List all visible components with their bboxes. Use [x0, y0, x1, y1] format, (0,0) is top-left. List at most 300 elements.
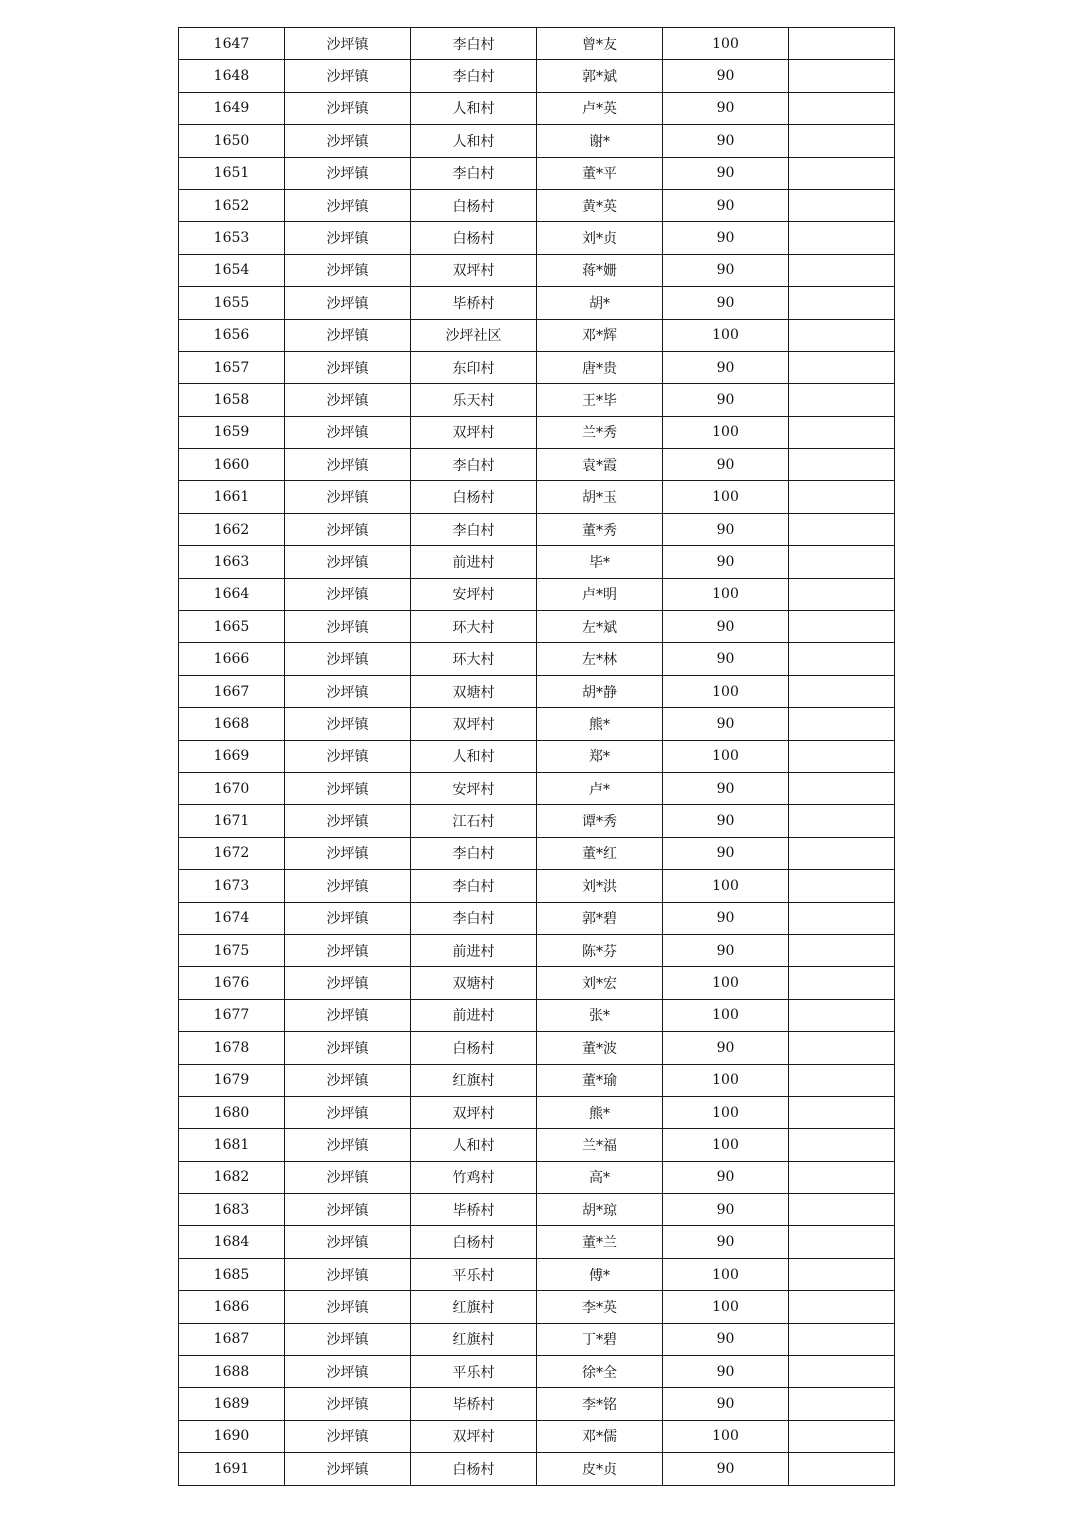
name-cell: 邓*儒	[537, 1420, 663, 1452]
town-cell: 沙坪镇	[285, 999, 411, 1031]
name-cell: 刘*宏	[537, 967, 663, 999]
note-cell	[789, 1291, 895, 1323]
village-cell: 人和村	[411, 740, 537, 772]
row-number-cell: 1674	[179, 902, 285, 934]
amount-cell: 90	[663, 449, 789, 481]
town-cell: 沙坪镇	[285, 934, 411, 966]
name-cell: 刘*贞	[537, 222, 663, 254]
village-cell: 双坪村	[411, 254, 537, 286]
name-cell: 胡*琼	[537, 1194, 663, 1226]
note-cell	[789, 351, 895, 383]
table-row	[179, 837, 895, 869]
amount-cell: 100	[663, 1064, 789, 1096]
town-cell: 沙坪镇	[285, 513, 411, 545]
name-cell: 兰*福	[537, 1129, 663, 1161]
village-cell: 李白村	[411, 449, 537, 481]
table-body	[179, 28, 895, 1486]
row-number-cell: 1672	[179, 837, 285, 869]
village-cell: 白杨村	[411, 1032, 537, 1064]
note-cell	[789, 1064, 895, 1096]
name-cell: 黄*英	[537, 189, 663, 221]
village-cell: 前进村	[411, 934, 537, 966]
table-row	[179, 125, 895, 157]
town-cell: 沙坪镇	[285, 772, 411, 804]
note-cell	[789, 189, 895, 221]
village-cell: 李白村	[411, 60, 537, 92]
note-cell	[789, 384, 895, 416]
village-cell: 毕桥村	[411, 287, 537, 319]
amount-cell: 90	[663, 189, 789, 221]
name-cell: 董*瑜	[537, 1064, 663, 1096]
amount-cell: 90	[663, 1323, 789, 1355]
table-row	[179, 902, 895, 934]
table-row	[179, 1291, 895, 1323]
note-cell	[789, 1032, 895, 1064]
name-cell: 左*林	[537, 643, 663, 675]
village-cell: 人和村	[411, 92, 537, 124]
town-cell: 沙坪镇	[285, 805, 411, 837]
amount-cell: 90	[663, 837, 789, 869]
note-cell	[789, 1226, 895, 1258]
table-row	[179, 513, 895, 545]
row-number-cell: 1664	[179, 578, 285, 610]
row-number-cell: 1648	[179, 60, 285, 92]
amount-cell: 90	[663, 1032, 789, 1064]
note-cell	[789, 708, 895, 740]
amount-cell: 100	[663, 416, 789, 448]
table-row	[179, 967, 895, 999]
note-cell	[789, 999, 895, 1031]
note-cell	[789, 1129, 895, 1161]
name-cell: 蒋*姗	[537, 254, 663, 286]
name-cell: 董*平	[537, 157, 663, 189]
note-cell	[789, 157, 895, 189]
amount-cell: 90	[663, 546, 789, 578]
town-cell: 沙坪镇	[285, 60, 411, 92]
town-cell: 沙坪镇	[285, 740, 411, 772]
note-cell	[789, 967, 895, 999]
town-cell: 沙坪镇	[285, 643, 411, 675]
village-cell: 双坪村	[411, 708, 537, 740]
name-cell: 兰*秀	[537, 416, 663, 448]
name-cell: 胡*静	[537, 675, 663, 707]
village-cell: 前进村	[411, 546, 537, 578]
note-cell	[789, 513, 895, 545]
village-cell: 安坪村	[411, 578, 537, 610]
row-number-cell: 1658	[179, 384, 285, 416]
name-cell: 谭*秀	[537, 805, 663, 837]
name-cell: 胡*	[537, 287, 663, 319]
village-cell: 人和村	[411, 125, 537, 157]
row-number-cell: 1684	[179, 1226, 285, 1258]
village-cell: 白杨村	[411, 1226, 537, 1258]
row-number-cell: 1681	[179, 1129, 285, 1161]
note-cell	[789, 287, 895, 319]
village-cell: 李白村	[411, 902, 537, 934]
amount-cell: 90	[663, 1388, 789, 1420]
village-cell: 环大村	[411, 643, 537, 675]
table-row	[179, 805, 895, 837]
note-cell	[789, 902, 895, 934]
village-cell: 李白村	[411, 837, 537, 869]
name-cell: 徐*全	[537, 1356, 663, 1388]
town-cell: 沙坪镇	[285, 870, 411, 902]
table-row	[179, 1420, 895, 1452]
town-cell: 沙坪镇	[285, 481, 411, 513]
note-cell	[789, 1356, 895, 1388]
town-cell: 沙坪镇	[285, 189, 411, 221]
village-cell: 乐天村	[411, 384, 537, 416]
town-cell: 沙坪镇	[285, 319, 411, 351]
amount-cell: 100	[663, 1096, 789, 1128]
amount-cell: 90	[663, 254, 789, 286]
note-cell	[789, 1194, 895, 1226]
town-cell: 沙坪镇	[285, 1161, 411, 1193]
amount-cell: 100	[663, 578, 789, 610]
row-number-cell: 1654	[179, 254, 285, 286]
village-cell: 沙坪社区	[411, 319, 537, 351]
amount-cell: 90	[663, 708, 789, 740]
town-cell: 沙坪镇	[285, 1096, 411, 1128]
town-cell: 沙坪镇	[285, 157, 411, 189]
town-cell: 沙坪镇	[285, 384, 411, 416]
town-cell: 沙坪镇	[285, 902, 411, 934]
row-number-cell: 1652	[179, 189, 285, 221]
town-cell: 沙坪镇	[285, 125, 411, 157]
table-row	[179, 189, 895, 221]
table-row	[179, 449, 895, 481]
amount-cell: 100	[663, 740, 789, 772]
name-cell: 谢*	[537, 125, 663, 157]
table-row	[179, 60, 895, 92]
amount-cell: 90	[663, 351, 789, 383]
note-cell	[789, 1420, 895, 1452]
table-row	[179, 611, 895, 643]
amount-cell: 90	[663, 934, 789, 966]
name-cell: 李*铭	[537, 1388, 663, 1420]
village-cell: 平乐村	[411, 1356, 537, 1388]
name-cell: 袁*霞	[537, 449, 663, 481]
village-cell: 双塘村	[411, 675, 537, 707]
row-number-cell: 1667	[179, 675, 285, 707]
amount-cell: 90	[663, 772, 789, 804]
amount-cell: 90	[663, 805, 789, 837]
table-row	[179, 870, 895, 902]
village-cell: 东印村	[411, 351, 537, 383]
amount-cell: 90	[663, 1226, 789, 1258]
table-row	[179, 1226, 895, 1258]
table-row	[179, 287, 895, 319]
amount-cell: 100	[663, 481, 789, 513]
name-cell: 卢*	[537, 772, 663, 804]
table-row	[179, 92, 895, 124]
row-number-cell: 1657	[179, 351, 285, 383]
town-cell: 沙坪镇	[285, 1129, 411, 1161]
note-cell	[789, 92, 895, 124]
row-number-cell: 1685	[179, 1258, 285, 1290]
amount-cell: 90	[663, 157, 789, 189]
amount-cell: 90	[663, 513, 789, 545]
row-number-cell: 1676	[179, 967, 285, 999]
note-cell	[789, 319, 895, 351]
note-cell	[789, 870, 895, 902]
village-cell: 毕桥村	[411, 1388, 537, 1420]
village-cell: 红旗村	[411, 1323, 537, 1355]
village-cell: 白杨村	[411, 189, 537, 221]
table-row	[179, 546, 895, 578]
row-number-cell: 1669	[179, 740, 285, 772]
row-number-cell: 1651	[179, 157, 285, 189]
table-row	[179, 416, 895, 448]
table-row	[179, 1194, 895, 1226]
note-cell	[789, 740, 895, 772]
village-cell: 双塘村	[411, 967, 537, 999]
row-number-cell: 1649	[179, 92, 285, 124]
name-cell: 张*	[537, 999, 663, 1031]
village-cell: 毕桥村	[411, 1194, 537, 1226]
row-number-cell: 1690	[179, 1420, 285, 1452]
table-row	[179, 1356, 895, 1388]
table-row	[179, 1388, 895, 1420]
table-row	[179, 643, 895, 675]
amount-cell: 100	[663, 28, 789, 60]
row-number-cell: 1668	[179, 708, 285, 740]
village-cell: 竹鸡村	[411, 1161, 537, 1193]
note-cell	[789, 546, 895, 578]
town-cell: 沙坪镇	[285, 28, 411, 60]
name-cell: 郭*碧	[537, 902, 663, 934]
table-row	[179, 1129, 895, 1161]
town-cell: 沙坪镇	[285, 287, 411, 319]
name-cell: 丁*碧	[537, 1323, 663, 1355]
name-cell: 刘*洪	[537, 870, 663, 902]
table-row	[179, 481, 895, 513]
village-cell: 白杨村	[411, 1453, 537, 1485]
row-number-cell: 1691	[179, 1453, 285, 1485]
town-cell: 沙坪镇	[285, 222, 411, 254]
amount-cell: 100	[663, 319, 789, 351]
amount-cell: 90	[663, 287, 789, 319]
town-cell: 沙坪镇	[285, 837, 411, 869]
amount-cell: 100	[663, 1291, 789, 1323]
village-cell: 环大村	[411, 611, 537, 643]
table-row	[179, 1258, 895, 1290]
note-cell	[789, 125, 895, 157]
village-cell: 双坪村	[411, 416, 537, 448]
table-row	[179, 740, 895, 772]
name-cell: 卢*明	[537, 578, 663, 610]
village-cell: 安坪村	[411, 772, 537, 804]
row-number-cell: 1680	[179, 1096, 285, 1128]
village-cell: 平乐村	[411, 1258, 537, 1290]
amount-cell: 100	[663, 1258, 789, 1290]
village-cell: 李白村	[411, 157, 537, 189]
note-cell	[789, 28, 895, 60]
village-cell: 双坪村	[411, 1096, 537, 1128]
table-row	[179, 1323, 895, 1355]
amount-cell: 90	[663, 1161, 789, 1193]
name-cell: 董*波	[537, 1032, 663, 1064]
note-cell	[789, 222, 895, 254]
table-row	[179, 1096, 895, 1128]
amount-cell: 90	[663, 902, 789, 934]
table-row	[179, 384, 895, 416]
row-number-cell: 1671	[179, 805, 285, 837]
amount-cell: 100	[663, 967, 789, 999]
note-cell	[789, 416, 895, 448]
village-cell: 白杨村	[411, 481, 537, 513]
name-cell: 左*斌	[537, 611, 663, 643]
row-number-cell: 1677	[179, 999, 285, 1031]
note-cell	[789, 449, 895, 481]
town-cell: 沙坪镇	[285, 1032, 411, 1064]
table-row	[179, 1064, 895, 1096]
name-cell: 李*英	[537, 1291, 663, 1323]
table-row	[179, 157, 895, 189]
table-row	[179, 319, 895, 351]
name-cell: 董*秀	[537, 513, 663, 545]
note-cell	[789, 675, 895, 707]
town-cell: 沙坪镇	[285, 1356, 411, 1388]
note-cell	[789, 1323, 895, 1355]
village-cell: 白杨村	[411, 222, 537, 254]
row-number-cell: 1666	[179, 643, 285, 675]
row-number-cell: 1689	[179, 1388, 285, 1420]
row-number-cell: 1679	[179, 1064, 285, 1096]
row-number-cell: 1683	[179, 1194, 285, 1226]
row-number-cell: 1686	[179, 1291, 285, 1323]
table-row	[179, 28, 895, 60]
table-row	[179, 578, 895, 610]
note-cell	[789, 805, 895, 837]
village-cell: 红旗村	[411, 1291, 537, 1323]
name-cell: 董*红	[537, 837, 663, 869]
data-table	[178, 27, 895, 1486]
amount-cell: 90	[663, 222, 789, 254]
town-cell: 沙坪镇	[285, 675, 411, 707]
amount-cell: 90	[663, 125, 789, 157]
note-cell	[789, 481, 895, 513]
row-number-cell: 1659	[179, 416, 285, 448]
table-row	[179, 1032, 895, 1064]
note-cell	[789, 60, 895, 92]
town-cell: 沙坪镇	[285, 578, 411, 610]
village-cell: 人和村	[411, 1129, 537, 1161]
note-cell	[789, 643, 895, 675]
amount-cell: 100	[663, 870, 789, 902]
row-number-cell: 1678	[179, 1032, 285, 1064]
table-row	[179, 254, 895, 286]
note-cell	[789, 934, 895, 966]
row-number-cell: 1653	[179, 222, 285, 254]
note-cell	[789, 578, 895, 610]
amount-cell: 100	[663, 999, 789, 1031]
town-cell: 沙坪镇	[285, 1291, 411, 1323]
amount-cell: 90	[663, 60, 789, 92]
table-row	[179, 675, 895, 707]
town-cell: 沙坪镇	[285, 92, 411, 124]
amount-cell: 90	[663, 1453, 789, 1485]
note-cell	[789, 1453, 895, 1485]
row-number-cell: 1688	[179, 1356, 285, 1388]
town-cell: 沙坪镇	[285, 1226, 411, 1258]
town-cell: 沙坪镇	[285, 449, 411, 481]
name-cell: 王*毕	[537, 384, 663, 416]
village-cell: 江石村	[411, 805, 537, 837]
row-number-cell: 1655	[179, 287, 285, 319]
town-cell: 沙坪镇	[285, 254, 411, 286]
town-cell: 沙坪镇	[285, 967, 411, 999]
name-cell: 卢*英	[537, 92, 663, 124]
name-cell: 熊*	[537, 708, 663, 740]
note-cell	[789, 837, 895, 869]
row-number-cell: 1647	[179, 28, 285, 60]
name-cell: 傅*	[537, 1258, 663, 1290]
row-number-cell: 1660	[179, 449, 285, 481]
town-cell: 沙坪镇	[285, 1453, 411, 1485]
amount-cell: 100	[663, 1420, 789, 1452]
name-cell: 毕*	[537, 546, 663, 578]
amount-cell: 100	[663, 1129, 789, 1161]
town-cell: 沙坪镇	[285, 416, 411, 448]
table-row	[179, 1453, 895, 1485]
town-cell: 沙坪镇	[285, 351, 411, 383]
town-cell: 沙坪镇	[285, 1388, 411, 1420]
note-cell	[789, 1258, 895, 1290]
village-cell: 双坪村	[411, 1420, 537, 1452]
village-cell: 李白村	[411, 870, 537, 902]
row-number-cell: 1662	[179, 513, 285, 545]
row-number-cell: 1670	[179, 772, 285, 804]
village-cell: 红旗村	[411, 1064, 537, 1096]
amount-cell: 90	[663, 92, 789, 124]
name-cell: 曾*友	[537, 28, 663, 60]
note-cell	[789, 254, 895, 286]
town-cell: 沙坪镇	[285, 1064, 411, 1096]
row-number-cell: 1663	[179, 546, 285, 578]
row-number-cell: 1675	[179, 934, 285, 966]
note-cell	[789, 1161, 895, 1193]
name-cell: 皮*贞	[537, 1453, 663, 1485]
town-cell: 沙坪镇	[285, 546, 411, 578]
name-cell: 胡*玉	[537, 481, 663, 513]
amount-cell: 90	[663, 643, 789, 675]
table-row	[179, 1161, 895, 1193]
row-number-cell: 1687	[179, 1323, 285, 1355]
town-cell: 沙坪镇	[285, 1323, 411, 1355]
town-cell: 沙坪镇	[285, 708, 411, 740]
row-number-cell: 1661	[179, 481, 285, 513]
amount-cell: 90	[663, 1194, 789, 1226]
name-cell: 邓*辉	[537, 319, 663, 351]
note-cell	[789, 772, 895, 804]
table-row	[179, 708, 895, 740]
town-cell: 沙坪镇	[285, 1420, 411, 1452]
row-number-cell: 1656	[179, 319, 285, 351]
village-cell: 李白村	[411, 513, 537, 545]
note-cell	[789, 611, 895, 643]
row-number-cell: 1682	[179, 1161, 285, 1193]
table-row	[179, 351, 895, 383]
note-cell	[789, 1096, 895, 1128]
name-cell: 唐*贵	[537, 351, 663, 383]
row-number-cell: 1673	[179, 870, 285, 902]
town-cell: 沙坪镇	[285, 611, 411, 643]
table-row	[179, 772, 895, 804]
name-cell: 陈*芬	[537, 934, 663, 966]
table-row	[179, 934, 895, 966]
row-number-cell: 1650	[179, 125, 285, 157]
